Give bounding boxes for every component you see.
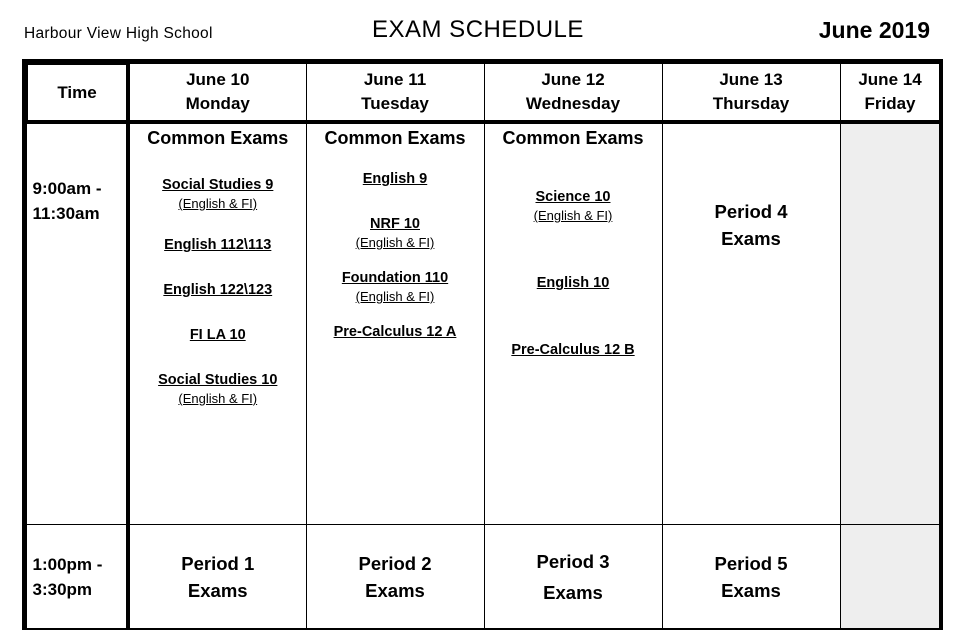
- exam-title: Foundation 110: [341, 270, 449, 286]
- thursday-afternoon-cell: [662, 525, 840, 630]
- afternoon-time: [26, 525, 128, 630]
- exam-note: (English & FI): [178, 391, 258, 406]
- friday-morning-cell: [840, 122, 940, 525]
- exam-note: (English & FI): [355, 235, 435, 250]
- header-row: [26, 63, 940, 122]
- monday-morning-cell: [128, 122, 306, 525]
- period-label: Period 1: [181, 553, 255, 574]
- day-date: June 10: [186, 69, 250, 89]
- exam-title: English 10: [536, 275, 610, 291]
- common-exams-label: Common Exams: [324, 128, 466, 148]
- exam-note: (English & FI): [355, 289, 435, 304]
- tuesday-morning-cell: [306, 122, 484, 525]
- day-weekday: Thursday: [712, 93, 790, 113]
- day-header-friday: [840, 63, 940, 122]
- exam-title: English 9: [362, 171, 428, 187]
- time-end: 11:30am: [32, 204, 100, 223]
- exam-title: FI LA 10: [189, 327, 246, 343]
- exams-label: Exams: [543, 582, 603, 603]
- exams-label: Exams: [721, 228, 781, 249]
- period-label: Period 4: [714, 201, 788, 222]
- afternoon-row: [26, 525, 940, 630]
- exam-note: (English & FI): [533, 208, 613, 223]
- day-header-monday: [128, 63, 306, 122]
- wednesday-morning-cell: [484, 122, 662, 525]
- exam-title: Social Studies 10: [158, 372, 278, 388]
- common-exams-label: Common Exams: [502, 128, 644, 148]
- school-name: Harbour View High School: [24, 25, 213, 42]
- exam-title: Pre-Calculus 12 B: [511, 342, 635, 358]
- exam-title: English 122\123: [163, 282, 273, 298]
- thursday-morning-cell: [662, 122, 840, 525]
- friday-afternoon-cell: [840, 525, 940, 630]
- exam-schedule-table: [24, 61, 941, 630]
- monday-afternoon-cell: [128, 525, 306, 630]
- morning-time: [26, 122, 128, 525]
- day-weekday: Wednesday: [525, 93, 621, 113]
- exams-label: Exams: [365, 580, 425, 601]
- time-header: Time: [26, 63, 128, 122]
- tuesday-afternoon-cell: [306, 525, 484, 630]
- day-weekday: Friday: [864, 93, 916, 113]
- time-start: 1:00pm -: [32, 555, 103, 574]
- common-exams-label: Common Exams: [147, 128, 289, 148]
- exam-title: NRF 10: [370, 216, 420, 232]
- period-label: Period 3: [536, 551, 610, 572]
- wednesday-afternoon-cell: [484, 525, 662, 630]
- day-date: June 12: [541, 69, 605, 89]
- exam-note: (English & FI): [178, 196, 258, 211]
- day-header-wednesday: [484, 63, 662, 122]
- exam-title: Pre-Calculus 12 A: [333, 324, 457, 340]
- period-label: Period 5: [714, 553, 788, 574]
- day-date: June 13: [719, 69, 783, 89]
- period-label: Period 2: [358, 553, 432, 574]
- day-header-tuesday: [306, 63, 484, 122]
- month-year: June 2019: [818, 17, 930, 43]
- day-date: June 11: [363, 69, 427, 89]
- exam-title: Social Studies 9: [162, 177, 274, 193]
- day-weekday: Monday: [185, 93, 250, 113]
- day-header-thursday: [662, 63, 840, 122]
- day-date: June 14: [858, 69, 922, 89]
- day-weekday: Tuesday: [361, 93, 429, 113]
- exam-title: English 112\113: [164, 237, 272, 253]
- time-start: 9:00am -: [32, 179, 102, 198]
- exams-label: Exams: [721, 580, 781, 601]
- time-end: 3:30pm: [32, 580, 93, 599]
- exams-label: Exams: [187, 580, 248, 601]
- morning-row: [26, 122, 940, 525]
- page-title: EXAM SCHEDULE: [372, 16, 584, 43]
- exam-title: Science 10: [535, 189, 611, 205]
